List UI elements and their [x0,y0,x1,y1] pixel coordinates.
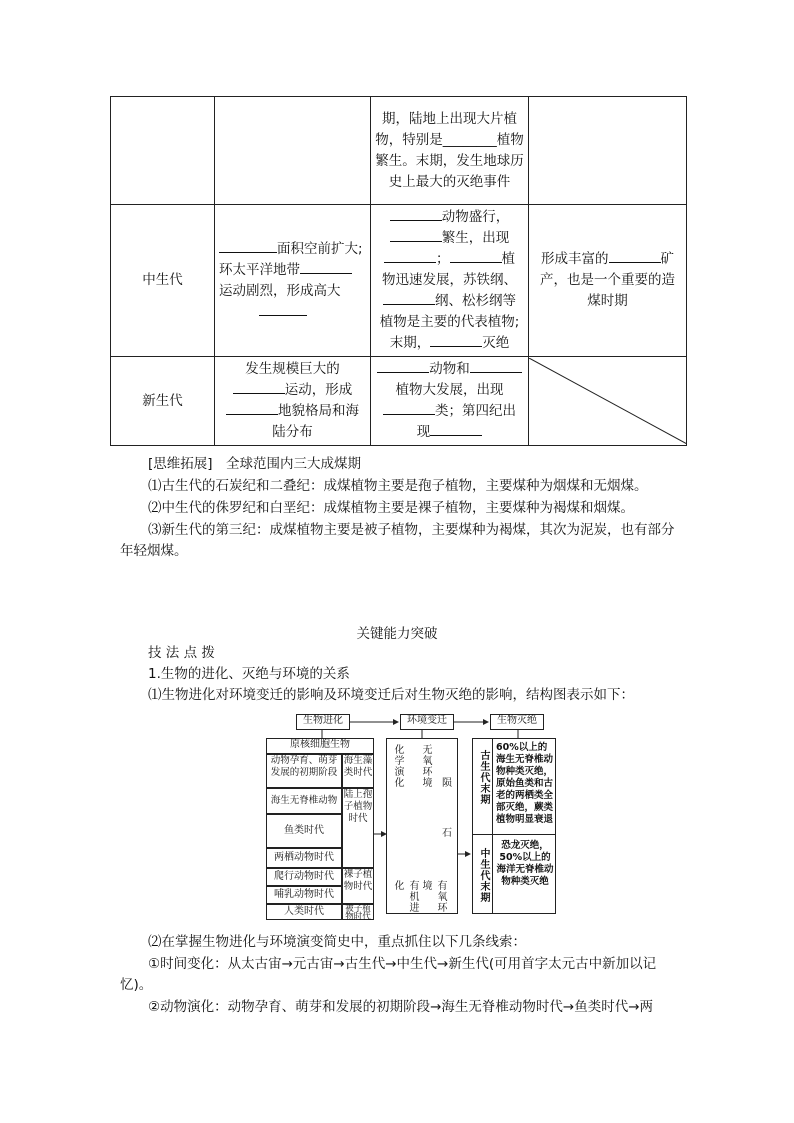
env-meteor-1: 陨 [442,778,452,789]
biology-cell: 期，陆地上出现大片植物，特别是________植物繁生。末期，发生地球历史上最大的灭绝事件 [371,97,529,205]
geologic-era-table [110,96,687,446]
mineral-cell [529,97,687,205]
animal-stage: 爬行动物时代 [266,868,342,886]
plant-stage: 裸子植物时代 [342,868,374,904]
biology-cell: 动物盛行， 繁生，出现 ； 植 物迅速发展，苏铁纲、 纲、松杉纲等 植物是主要的代表植物; 末期， 灭绝 [371,205,529,357]
crust-cell [215,97,371,205]
era-cell: 中生代 [111,205,215,357]
diagonal-slash [529,358,687,444]
env-organic: 有机进化 [392,880,418,913]
plant-stage: 陆上孢子植物时代 [342,788,374,868]
env-meteor-2: 石 [442,828,452,839]
heading-1: 1.生物的进化、灭绝与环境的关系 [148,666,350,682]
extension-title: [思维拓展] 全球范围内三大成煤期 [148,456,362,472]
paragraph-1: ⑴生物进化对环境变迁的影响及环境变迁后对生物灭绝的影响，结构图表示如下： [148,687,634,703]
biology-cell: 动物和 植物大发展，出现 类；第四纪出 现 [371,357,529,446]
late-paleozoic-text: 60%以上的海生无脊椎动物种类灭绝，原始鱼类和古老的两栖类全部灭绝，蕨类植物明显衰退 [496,742,554,825]
env-anoxic: 无氧环境 [420,744,431,788]
extension-point-2: ⑵中生代的侏罗纪和白垩纪：成煤植物主要是裸子植物，主要煤种为褐煤和烟煤。 [148,500,634,516]
paragraph-2: ⑵在掌握生物进化与环境演变简史中，重点抓住以下几条线索： [148,934,526,950]
late-mesozoic-label: 中生代末期 [478,848,489,903]
table-row [111,205,687,357]
plant-stage: 海生藻类时代 [342,754,374,788]
animal-stage: 哺乳动物时代 [266,886,342,904]
table-row [111,97,687,205]
evolution-diagram [262,714,558,920]
animal-stage: 动物孕育、萌芽发展的初期阶段 [266,754,342,788]
table-row [111,357,687,446]
mineral-cell: 形成丰富的 矿 产，也是一个重要的造 煤时期 [529,205,687,357]
era-cell: 新生代 [111,357,215,446]
header-environment: 环境变迁 [400,714,454,730]
late-mesozoic-text: 恐龙灭绝，50%以上的海洋无脊椎动物种类灭绝 [496,840,554,887]
env-oxic: 有氧环境 [420,880,446,913]
crust-cell: 发生规模巨大的 运动，形成 地貌格局和海 陆分布 [215,357,371,446]
env-chemical: 化学演化 [392,744,403,788]
extinction-col-divider [492,738,493,914]
section-subtitle: 技 法 点 拨 [148,645,215,661]
animal-stage: 两栖动物时代 [266,848,342,868]
extension-point-3: ⑶新生代的第三纪：成煤植物主要是被子植物，主要煤种为褐煤，其次为泥炭，也有部分年轻烟煤。 [120,522,675,559]
animal-stage: 鱼类时代 [266,814,342,848]
era-cell [111,97,215,205]
header-extinction: 生物灭绝 [490,714,544,730]
section-title: 关键能力突破 [356,626,438,642]
late-paleozoic-label: 古生代末期 [478,750,489,805]
paragraph-4: ②动物演化：动物孕育、萌芽和发展的初期阶段→海生无脊椎动物时代→鱼类时代→两 [148,999,654,1015]
animal-stage: 海生无脊椎动物 [266,788,342,814]
crust-cell: 面积空前扩大; 环太平洋地带 运动剧烈，形成高大 [215,205,371,357]
plant-stage: 被子植物时代 [342,904,374,920]
extinction-divider [472,834,556,835]
header-evolution: 生物进化 [296,714,350,730]
empty-diagonal-cell [529,357,687,446]
paragraph-3: ①时间变化：从太古宙→元古宙→古生代→中生代→新生代(可用首字太元古中新加以记忆)。 [120,956,657,993]
animal-stage: 人类时代 [266,904,342,920]
extension-point-1: ⑴古生代的石炭纪和二叠纪：成煤植物主要是孢子植物，主要煤种为烟煤和无烟煤。 [148,478,648,494]
animal-stage: 原核细胞生物 [266,738,374,754]
